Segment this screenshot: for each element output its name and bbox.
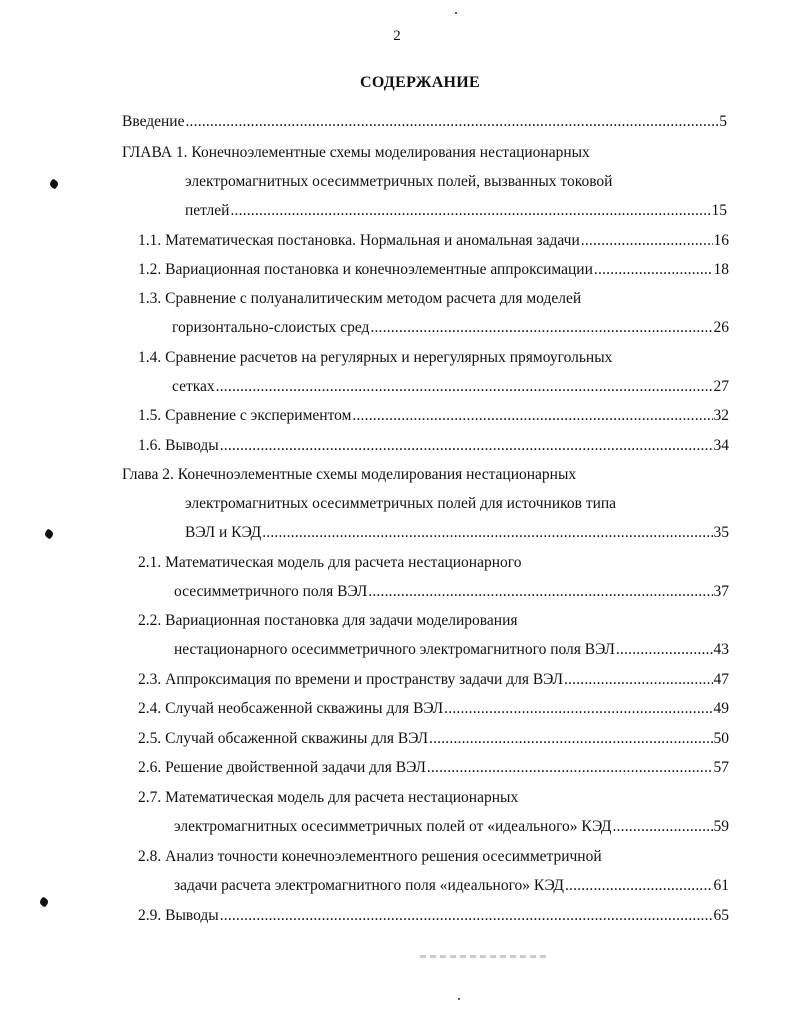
binder-hole-mark	[48, 178, 59, 189]
leader-dots	[429, 729, 713, 749]
page-title: СОДЕРЖАНИЕ	[359, 74, 481, 91]
leader-dots	[564, 670, 713, 690]
leader-dots	[230, 201, 710, 221]
toc-entry-label: 2.4. Случай необсаженной скважины для ВЭЛ	[138, 700, 444, 717]
leader-dots	[216, 377, 713, 397]
toc-page-number: 32	[713, 407, 729, 424]
toc-entry-1-6	[138, 436, 729, 456]
toc-page-number: 34	[713, 437, 729, 454]
leader-dots	[220, 436, 713, 456]
toc-page-number: 37	[713, 583, 729, 600]
leader-dots	[370, 318, 712, 338]
toc-entry-2-7	[174, 817, 729, 837]
leader-dots	[427, 758, 713, 778]
toc-entry-label: горизонтально-слоистых сред	[172, 319, 370, 336]
toc-entry-2-1	[174, 582, 729, 602]
toc-entry-1-3	[172, 318, 729, 338]
toc-page-number: 43	[713, 641, 729, 658]
leader-dots	[444, 699, 712, 719]
toc-page-number: 18	[713, 261, 729, 278]
leader-dots	[220, 906, 713, 926]
chapter-1-title-line-2: электромагнитных осесимметричных полей, вызванных токовой	[185, 173, 613, 190]
toc-entry-label: 2.6. Решение двойственной задачи для ВЭЛ	[138, 759, 426, 776]
toc-entry-chapter-2	[185, 523, 729, 543]
binder-hole-mark	[43, 528, 54, 539]
toc-entry-label: 1.1. Математическая постановка. Нормальная и аномальная задачи	[138, 232, 580, 249]
toc-entry-chapter-1	[185, 201, 727, 221]
toc-entry-label: задачи расчета электромагнитного поля «идеального» КЭД	[174, 877, 564, 894]
page-number: 2	[393, 28, 401, 44]
leader-dots	[185, 112, 718, 132]
toc-entry-label: Введение	[122, 113, 185, 130]
toc-entry-2-3	[138, 670, 729, 690]
toc-entry-label: 2.9. Выводы	[138, 907, 219, 924]
toc-page-number: 27	[713, 378, 729, 395]
toc-entry-intro	[122, 112, 727, 132]
toc-page-number: 65	[713, 907, 729, 924]
leader-dots	[612, 817, 712, 837]
toc-page-number: 5	[719, 113, 727, 130]
toc-entry-label: 2.5. Случай обсаженной скважины для ВЭЛ	[138, 730, 428, 747]
toc-page-number: 15	[711, 202, 727, 219]
binder-hole-mark	[38, 896, 49, 907]
leader-dots	[594, 260, 713, 280]
toc-entry-1-5	[138, 406, 729, 426]
toc-entry-label: петлей	[185, 202, 230, 219]
toc-entry-1-2	[138, 260, 729, 280]
toc-entry-1-1	[138, 231, 729, 251]
toc-entry-2-2	[174, 640, 729, 660]
toc-page-number: 47	[713, 671, 729, 688]
toc-entry-1-4-line-1: 1.4. Сравнение расчетов на регулярных и нерегулярных прямоугольных	[138, 349, 613, 366]
chapter-2-title-line-2: электромагнитных осесимметричных полей для источников типа	[185, 495, 617, 512]
toc-entry-label: ВЭЛ и КЭД	[185, 524, 262, 541]
toc-entry-label: сетках	[172, 378, 215, 395]
toc-entry-label: осесимметричного поля ВЭЛ	[174, 583, 368, 600]
toc-entry-2-4	[138, 699, 729, 719]
toc-entry-label: нестационарного осесимметричного электромагнитного поля ВЭЛ	[174, 641, 615, 658]
chapter-1-title-line-1: ГЛАВА 1. Конечноэлементные схемы моделирования нестационарных	[122, 144, 590, 161]
toc-page-number: 57	[713, 759, 729, 776]
leader-dots	[616, 640, 713, 660]
toc-entry-label: 2.3. Аппроксимация по времени и пространству задачи для ВЭЛ	[138, 671, 563, 688]
toc-entry-2-9	[138, 906, 729, 926]
scan-speck	[458, 998, 460, 1000]
toc-entry-label: электромагнитных осесимметричных полей от «идеального» КЭД	[174, 818, 612, 835]
toc-entry-2-8	[174, 876, 729, 896]
toc-entry-2-8-line-1: 2.8. Анализ точности конечноэлементного решения осесимметричной	[138, 848, 602, 865]
toc-entry-2-5	[138, 729, 729, 749]
leader-dots	[262, 523, 712, 543]
leader-dots	[368, 582, 712, 602]
toc-entry-label: 1.6. Выводы	[138, 437, 219, 454]
scan-smudge	[420, 955, 550, 958]
toc-entry-1-3-line-1: 1.3. Сравнение с полуаналитическим методом расчета для моделей	[138, 290, 582, 307]
scan-speck	[455, 12, 457, 14]
toc-page-number: 61	[713, 877, 729, 894]
leader-dots	[581, 231, 713, 251]
toc-page-number: 59	[713, 818, 729, 835]
toc-page-number: 50	[713, 730, 729, 747]
toc-entry-2-2-line-1: 2.2. Вариационная постановка для задачи моделирования	[138, 612, 518, 629]
leader-dots	[352, 406, 712, 426]
toc-entry-2-7-line-1: 2.7. Математическая модель для расчета нестационарных	[138, 789, 519, 806]
toc-entry-2-1-line-1: 2.1. Математическая модель для расчета нестационарного	[138, 554, 522, 571]
toc-page-number: 16	[713, 232, 729, 249]
toc-entry-label: 1.2. Вариационная постановка и конечноэлементные аппроксимации	[138, 261, 593, 278]
toc-page-number: 26	[713, 319, 729, 336]
toc-page-number: 35	[713, 524, 729, 541]
toc-entry-label: 1.5. Сравнение с экспериментом	[138, 407, 352, 424]
leader-dots	[565, 876, 713, 896]
toc-page-number: 49	[713, 700, 729, 717]
toc-entry-1-4	[172, 377, 729, 397]
chapter-2-title-line-1: Глава 2. Конечноэлементные схемы моделирования нестационарных	[122, 466, 577, 483]
toc-entry-2-6	[138, 758, 729, 778]
